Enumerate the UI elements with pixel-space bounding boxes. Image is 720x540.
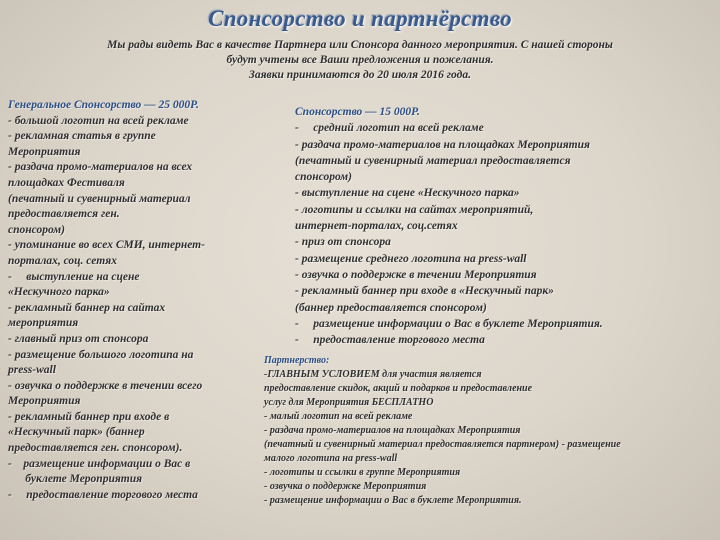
intro-line: будут учтены все Ваши предложения и пожелания. [226,54,494,66]
general-item: мероприятия [8,317,79,330]
sponsor-item: спонсором) [295,171,352,184]
general-item: - упоминание во всех СМИ, интернет- [8,239,205,252]
sponsor-item: (баннер предоставляется спонсором) [295,301,487,314]
sponsor-item: - логотипы и ссылки на сайтах мероприятий, [295,203,534,216]
partnership-column [264,354,714,508]
general-item: Мероприятия [8,145,81,158]
general-item: «Нескучный парк» (баннер [8,426,145,439]
sponsor-item: - размещение информации о Вас в буклете Мероприятия. [295,317,603,330]
general-item: - рекламный баннер при входе в [8,410,170,423]
intro-line: Мы рады видеть Вас в качестве Партнера или Спонсора данного мероприятия. С нашей стороны [107,39,613,51]
general-item: спонсором) [8,223,65,236]
sponsor-item: - озвучка о поддержке в течении Мероприятия [295,268,537,281]
sponsor-item: - размещение среднего логотипа на press-wall [295,252,527,265]
partner-item: - раздача промо-материалов на площадках Мероприятия [264,425,521,436]
sponsor-item: - предоставление торгового места [295,334,485,347]
general-item: порталах, соц. сетях [8,254,117,267]
general-item: (печатный и сувенирный материал [8,192,191,205]
general-item: площадках Фестиваля [8,176,125,189]
intro-line: Заявки принимаются до 20 июля 2016 года. [249,69,471,81]
general-item: Мероприятия [8,395,81,408]
general-item: - раздача промо-материалов на всех [8,161,193,174]
intro-text [20,38,700,83]
general-item: - рекламный баннер на сайтах [8,301,166,314]
general-item: - главный приз от спонсора [8,332,149,345]
partner-item: -ГЛАВНЫМ УСЛОВИЕМ для участия является [264,369,482,380]
general-item: - размещение большого логотипа на [8,348,194,361]
sponsor-item: - выступление на сцене «Нескучного парка» [295,187,520,200]
general-item: предоставляется ген. спонсором). [8,442,183,455]
sponsor-item: (печатный и сувенирный материал предоставляется [295,154,571,167]
general-item: - большой логотип на всей рекламе [8,114,189,127]
partner-item: услуг для Мероприятия БЕСПЛАТНО [264,397,434,408]
general-item: буклете Мероприятия [8,473,143,486]
general-item: - озвучка о поддержке в течении всего [8,379,203,392]
partner-item: (печатный и сувенирный материал предоставляется партнером) - размещение [264,439,621,450]
partner-item: малого логотипа на press-wall [264,453,398,464]
general-item: - рекламная статья в группе [8,130,156,143]
general-item: - выступление на сцене [8,270,140,283]
slide-title: Спонсорство и партнёрство [208,6,512,31]
general-item: «Нескучного парка» [8,286,110,299]
general-sponsorship-column [8,98,258,503]
sponsor-item: - приз от спонсора [295,236,391,249]
sponsorship-heading: Спонсорство — 15 000Р. [295,106,420,118]
sponsor-item: - рекламный баннер при входе в «Нескучный парк» [295,285,554,298]
partner-item: - логотипы и ссылки в группе Мероприятия [264,467,461,478]
general-item: press-wall [8,364,56,377]
partner-item: - малый логотип на всей рекламе [264,411,413,422]
partner-item: предоставление скидок, акций и подарков и предоставление [264,383,533,394]
sponsorship-column [295,104,715,348]
partner-item: - озвучка о поддержке Мероприятия [264,481,427,492]
sponsor-item: интернет-порталах, соц.сетях [295,220,458,233]
sponsor-item: - средний логотип на всей рекламе [295,122,484,135]
general-item: предоставляется ген. [8,208,120,221]
partner-item: - размещение информации о Вас в буклете Мероприятия. [264,495,522,506]
general-item: - размещение информации о Вас в [8,457,191,470]
partnership-heading: Партнерство: [264,355,330,366]
general-item: - предоставление торгового места [8,488,198,501]
general-sponsorship-heading: Генеральное Спонсорство — 25 000Р. [8,99,199,111]
sponsor-item: - раздача промо-материалов на площадках Мероприятия [295,138,590,151]
